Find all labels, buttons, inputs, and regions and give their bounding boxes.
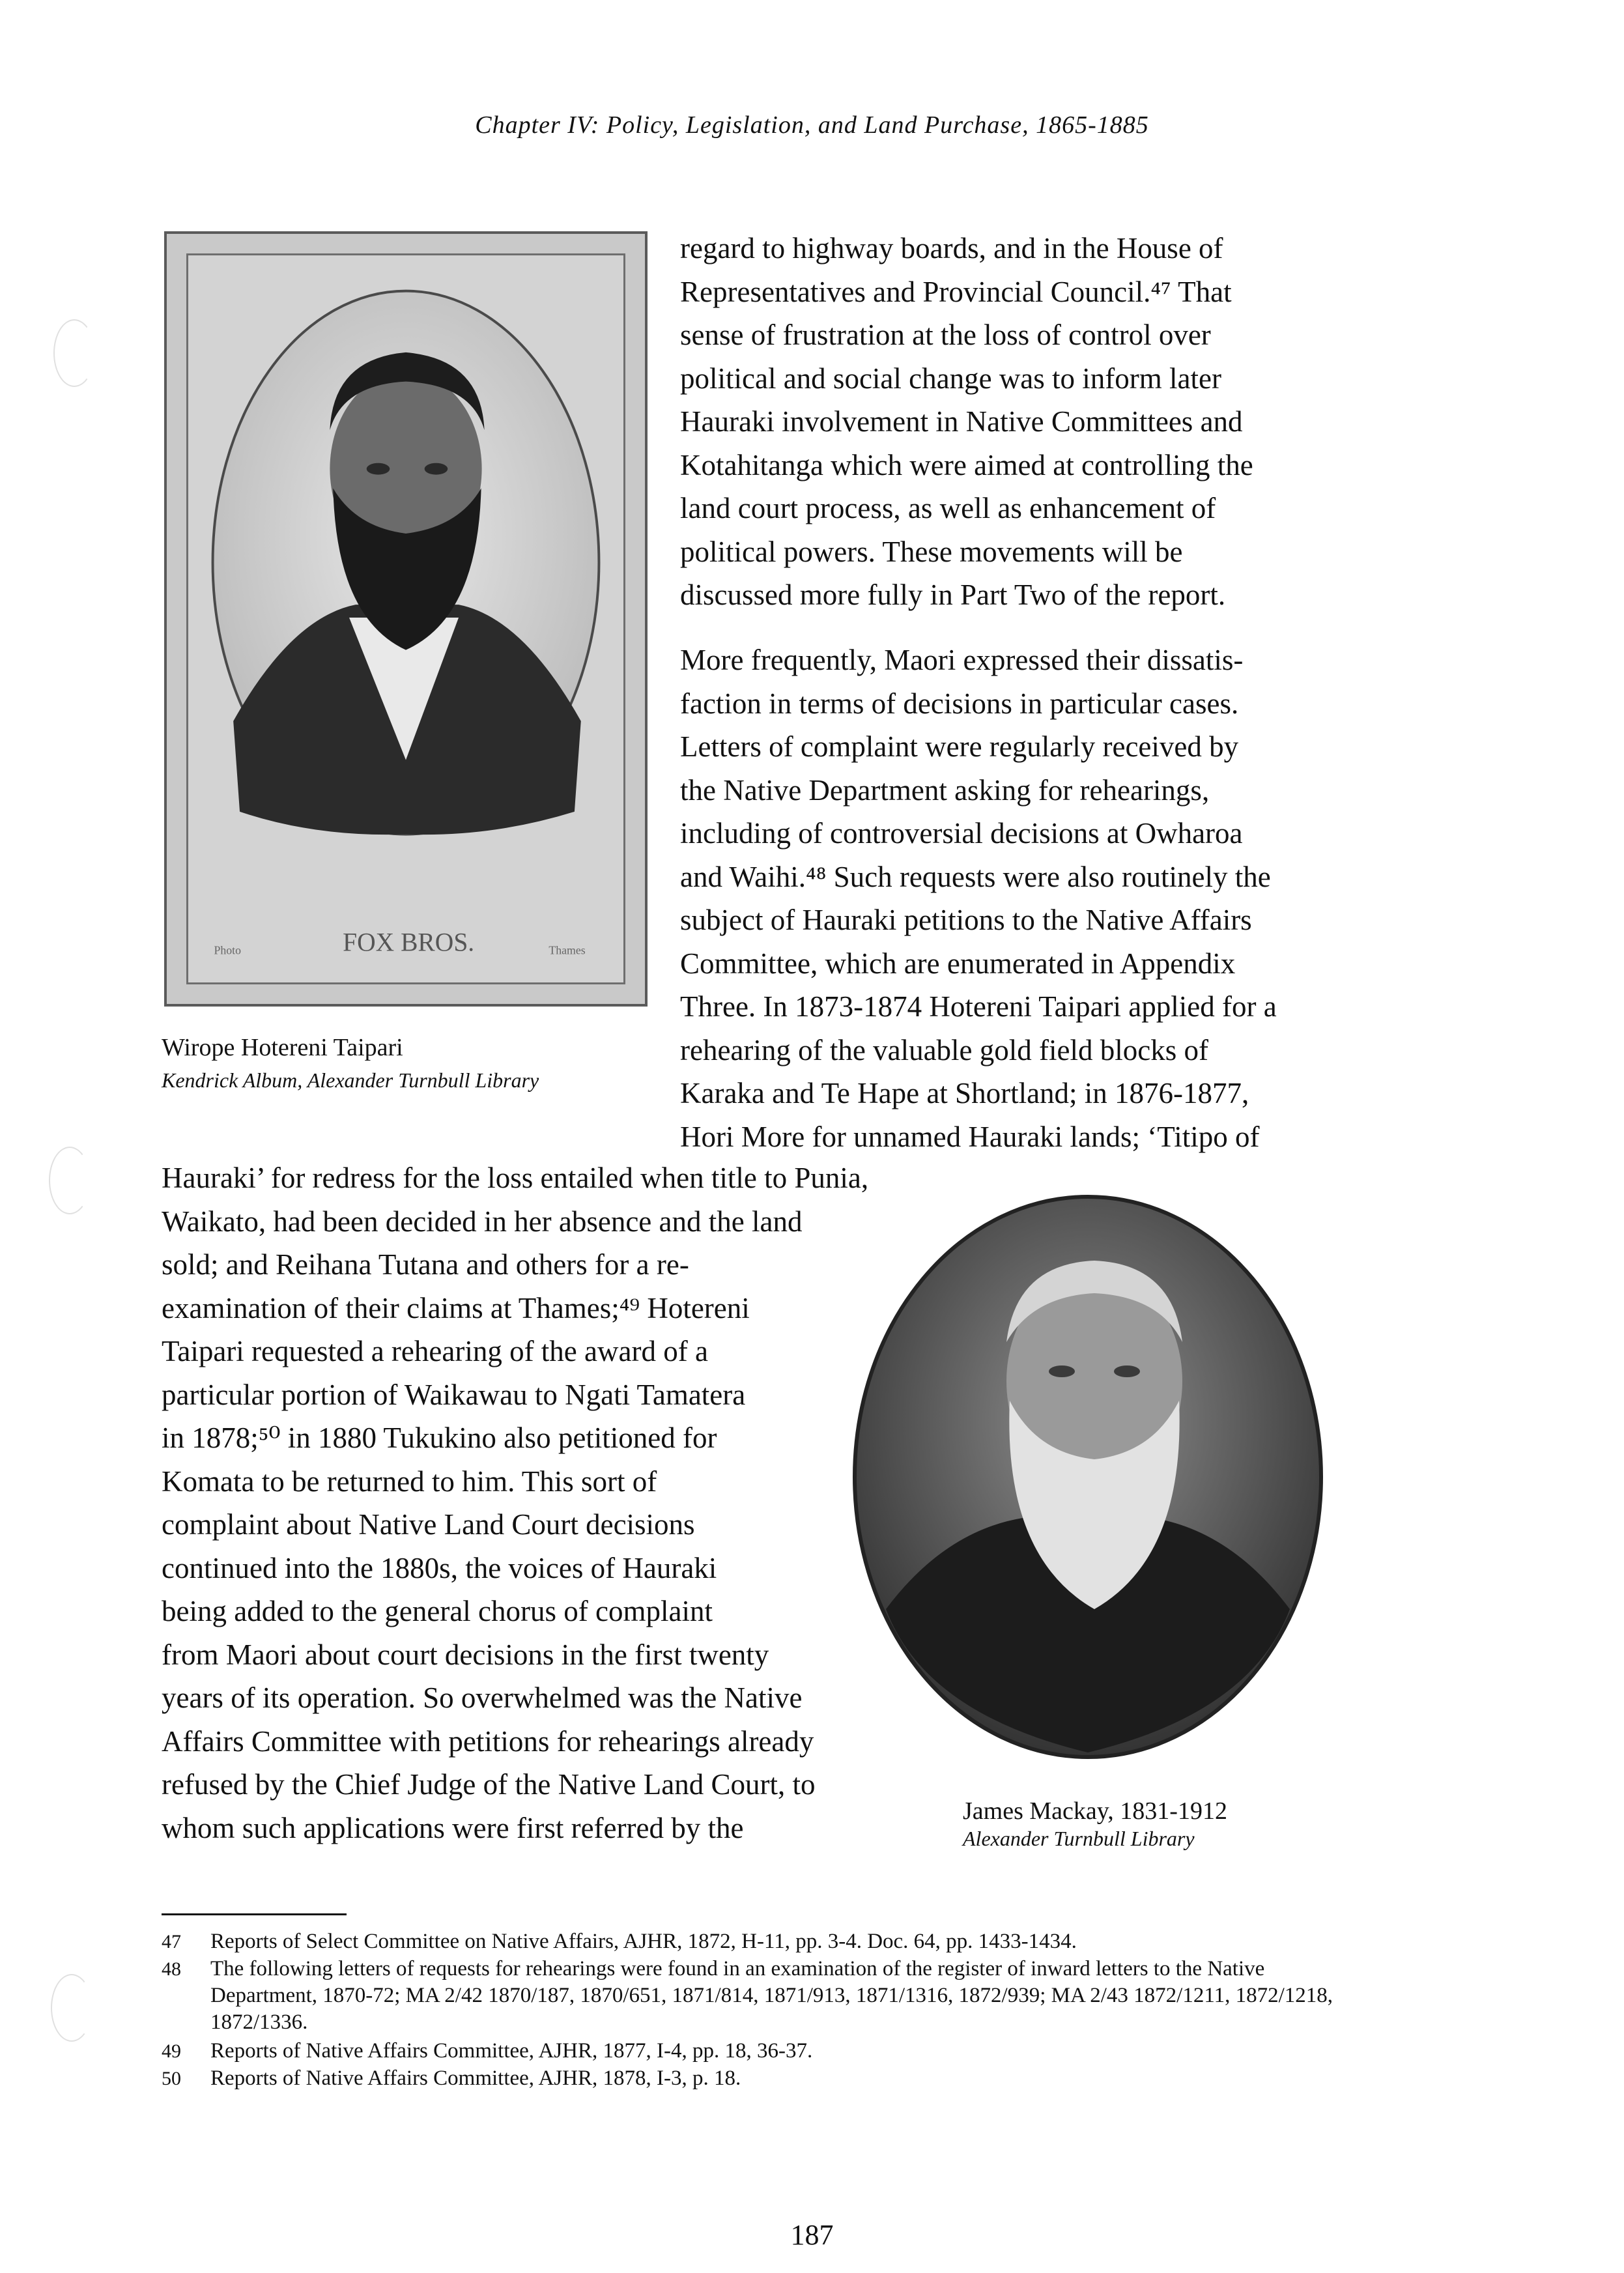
figure2-caption-source: Alexander Turnbull Library: [963, 1827, 1195, 1850]
footnote-text: Reports of Native Affairs Committee, AJHR, 1877, I-4, pp. 18, 36-37.: [210, 2039, 813, 2063]
text-line: complaint about Native Land Court decisions: [162, 1508, 695, 1541]
text-line: Affairs Committee with petitions for rehearings already: [162, 1724, 814, 1758]
text-line: Letters of complaint were regularly received by: [680, 730, 1239, 763]
text-line: from Maori about court decisions in the first twenty: [162, 1638, 769, 1671]
footnote-number: 48: [162, 1958, 181, 1980]
text-line: sense of frustration at the loss of control over: [680, 319, 1211, 351]
text-line: subject of Hauraki petitions to the Native Affairs: [680, 904, 1252, 936]
text-line: faction in terms of decisions in particular cases.: [680, 687, 1239, 720]
text-line: Committee, which are enumerated in Appendix: [680, 947, 1236, 980]
scan-mark: [51, 1974, 93, 2042]
footnote-49: [162, 2038, 1350, 2065]
text-line: political powers. These movements will be: [680, 535, 1183, 568]
text-line: Karaka and Te Hape at Shortland; in 1876-1877,: [680, 1077, 1249, 1109]
portrait-photo-taipari: [164, 231, 648, 1007]
text-line: Taipari requested a rehearing of the award of a: [162, 1335, 708, 1367]
footnote-text: The following letters of requests for rehearings were found in an examination of the register of inward letters to the Native Department, 1870-72; MA 2/42 1870/187, 1870/651, 1871/814, 1871/913, 1871/1316, 1872/939; MA 2/43 1872/1211, 1872/1218, 1872/1336.: [210, 1957, 1333, 2034]
figure2-caption-name: James Mackay, 1831-1912: [963, 1797, 1227, 1825]
text-line: More frequently, Maori expressed their dissatis-: [680, 644, 1244, 676]
text-line: Representatives and Provincial Council.⁴⁷ That: [680, 275, 1232, 308]
figure1-caption: [162, 1031, 539, 1096]
photo-mount: [186, 253, 625, 984]
scan-mark: [53, 319, 95, 387]
footnote-number: 50: [162, 2068, 181, 2089]
photo-studio-mark: FOX BROS.: [343, 928, 475, 957]
paragraph-2: [680, 638, 1338, 1158]
text-line: in 1878;⁵⁰ in 1880 Tukukino also petitioned for: [162, 1422, 717, 1454]
text-line: whom such applications were first referred by the: [162, 1811, 744, 1844]
footnote-47: [162, 1928, 1350, 1955]
text-line: regard to highway boards, and in the House of: [680, 232, 1223, 264]
photo-mark-left: Photo: [214, 943, 242, 957]
text-line: and Waihi.⁴⁸ Such requests were also routinely the: [680, 860, 1271, 893]
text-line: Three. In 1873-1874 Hotereni Taipari applied for a: [680, 990, 1277, 1023]
footnote-number: 49: [162, 2040, 181, 2062]
footnote-text: Reports of Native Affairs Committee, AJHR, 1878, I-3, p. 18.: [210, 2066, 741, 2090]
text-line: political and social change was to inform later: [680, 362, 1221, 395]
page-number: 187: [790, 2219, 834, 2251]
figure2-caption: [963, 1795, 1227, 1855]
footnote-divider: [162, 1913, 347, 1915]
text-line: particular portion of Waikawau to Ngati Tamatera: [162, 1378, 746, 1411]
footnote-text: Reports of Select Committee on Native Affairs, AJHR, 1872, H-11, pp. 3-4. Doc. 64, pp. 1433-1434.: [210, 1930, 1077, 1953]
figure1-caption-source: Kendrick Album, Alexander Turnbull Library: [162, 1068, 539, 1092]
text-line: rehearing of the valuable gold field blocks of: [680, 1033, 1208, 1066]
text-line: the Native Department asking for rehearings,: [680, 773, 1210, 807]
figure1-caption-name: Wirope Hotereni Taipari: [162, 1034, 403, 1061]
text-line: Kotahitanga which were aimed at controlling the: [680, 448, 1253, 481]
text-line: refused by the Chief Judge of the Native Land Court, to: [162, 1768, 816, 1801]
text-line: years of its operation. So overwhelmed was the Native: [162, 1681, 803, 1714]
photo-mark-right: Thames: [548, 943, 586, 957]
text-line: Hauraki involvement in Native Committees and: [680, 405, 1243, 438]
text-line: discussed more fully in Part Two of the report.: [680, 579, 1226, 611]
portrait-illustration: [188, 255, 623, 982]
scan-mark: [49, 1147, 91, 1214]
paragraph-1: [680, 227, 1338, 617]
text-line: sold; and Reihana Tutana and others for a re-: [162, 1248, 689, 1281]
text-line: Hauraki’ for redress for the loss entailed when title to Punia,: [162, 1162, 869, 1194]
footnote-48: [162, 1956, 1350, 2036]
footnote-50: [162, 2065, 1350, 2092]
text-line: land court process, as well as enhancement of: [680, 492, 1216, 524]
portrait-photo-mackay: [847, 1192, 1329, 1762]
text-line: including of controversial decisions at Owharoa: [680, 817, 1243, 850]
text-line: continued into the 1880s, the voices of Hauraki: [162, 1551, 717, 1584]
text-line: Hori More for unnamed Hauraki lands; ‘Titipo of: [680, 1120, 1260, 1153]
text-line: Komata to be returned to him. This sort of: [162, 1465, 657, 1498]
text-line: examination of their claims at Thames;⁴⁹ Hotereni: [162, 1291, 750, 1324]
running-header: Chapter IV: Policy, Legislation, and Land Purchase, 1865-1885: [475, 111, 1149, 139]
text-line: Waikato, had been decided in her absence and the land: [162, 1205, 803, 1238]
footnote-number: 47: [162, 1931, 181, 1952]
text-line: being added to the general chorus of complaint: [162, 1595, 713, 1627]
